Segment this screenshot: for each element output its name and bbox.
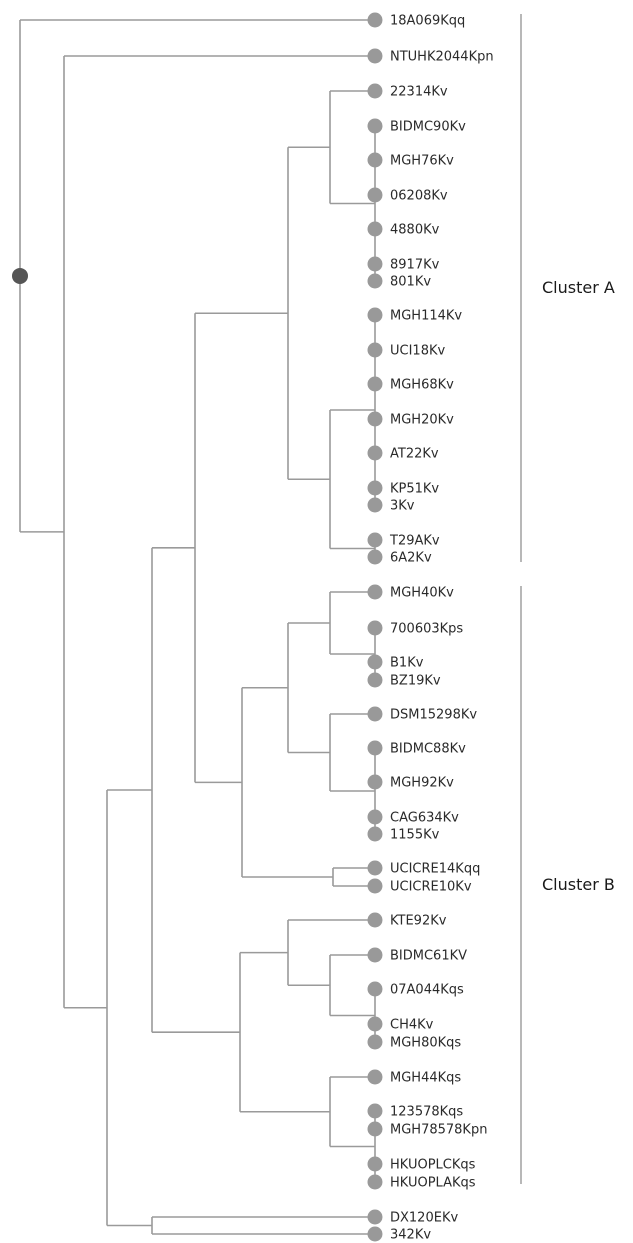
leaf-node-marker [368, 498, 383, 513]
leaf-node-marker [368, 84, 383, 99]
leaf-node-marker [368, 119, 383, 134]
leaf-label: UCICRE14Kqq [390, 861, 481, 877]
leaf-node-marker [368, 343, 383, 358]
leaf-node-marker [368, 1157, 383, 1172]
leaf-label: CH4Kv [390, 1017, 434, 1033]
leaf-label: 700603Kps [390, 621, 464, 637]
leaf-label: MGH20Kv [390, 412, 454, 428]
leaf-node-marker [368, 827, 383, 842]
leaf-node-marker [368, 673, 383, 688]
leaf-node-marker [368, 741, 383, 756]
leaf-label: CAG634Kv [390, 810, 459, 826]
leaf-label: HKUOPLCKqs [390, 1157, 476, 1173]
leaf-node-marker [368, 1017, 383, 1032]
leaf-node-marker [368, 879, 383, 894]
leaf-node-marker [368, 257, 383, 272]
leaf-node-marker [368, 655, 383, 670]
leaf-label: 06208Kv [390, 188, 448, 204]
leaf-node-marker [368, 1210, 383, 1225]
leaf-node-marker [368, 1070, 383, 1085]
leaf-node-marker [368, 533, 383, 548]
leaf-label: BIDMC61KV [390, 948, 468, 964]
leaf-label: MGH80Kqs [390, 1035, 462, 1051]
cluster-a-label: Cluster A [542, 278, 615, 297]
leaf-node-marker [368, 412, 383, 427]
cluster-annotations [521, 14, 615, 1184]
tree-leaves [368, 13, 494, 1243]
leaf-node-marker [368, 377, 383, 392]
leaf-node-marker [368, 707, 383, 722]
leaf-label: 22314Kv [390, 84, 448, 100]
leaf-node-marker [368, 621, 383, 636]
leaf-label: KP51Kv [390, 481, 440, 497]
leaf-label: 6A2Kv [390, 550, 432, 566]
leaf-label: DX120EKv [390, 1210, 459, 1226]
leaf-node-marker [368, 1227, 383, 1242]
cluster-b-label: Cluster B [542, 875, 615, 894]
leaf-label: MGH68Kv [390, 377, 454, 393]
leaf-label: MGH92Kv [390, 775, 454, 791]
leaf-node-marker [368, 550, 383, 565]
leaf-label: 18A069Kqq [390, 13, 466, 29]
leaf-label: NTUHK2044Kpn [390, 49, 494, 65]
leaf-label: 07A044Kqs [390, 982, 464, 998]
leaf-node-marker [368, 481, 383, 496]
leaf-label: B1Kv [390, 655, 424, 671]
leaf-label: KTE92Kv [390, 913, 447, 929]
leaf-label: MGH78578Kpn [390, 1122, 488, 1138]
leaf-label: BZ19Kv [390, 673, 441, 689]
leaf-label: AT22Kv [390, 446, 439, 462]
tree-branches [12, 20, 375, 1234]
leaf-node-marker [368, 308, 383, 323]
leaf-node-marker [368, 948, 383, 963]
leaf-node-marker [368, 222, 383, 237]
leaf-label: DSM15298Kv [390, 707, 478, 723]
leaf-node-marker [368, 861, 383, 876]
leaf-label: MGH44Kqs [390, 1070, 462, 1086]
leaf-node-marker [368, 1122, 383, 1137]
root-node-marker [12, 268, 28, 284]
leaf-node-marker [368, 1175, 383, 1190]
leaf-label: HKUOPLAKqs [390, 1175, 476, 1191]
leaf-label: BIDMC90Kv [390, 119, 466, 135]
leaf-label: 342Kv [390, 1227, 432, 1243]
leaf-label: MGH40Kv [390, 585, 454, 601]
leaf-label: MGH76Kv [390, 153, 454, 169]
leaf-node-marker [368, 585, 383, 600]
leaf-node-marker [368, 153, 383, 168]
leaf-node-marker [368, 13, 383, 28]
leaf-label: UCICRE10Kv [390, 879, 472, 895]
leaf-node-marker [368, 188, 383, 203]
leaf-label: 1155Kv [390, 827, 440, 843]
leaf-node-marker [368, 913, 383, 928]
leaf-label: 801Kv [390, 274, 432, 290]
leaf-node-marker [368, 446, 383, 461]
leaf-node-marker [368, 775, 383, 790]
leaf-label: MGH114Kv [390, 308, 463, 324]
leaf-node-marker [368, 810, 383, 825]
leaf-node-marker [368, 274, 383, 289]
leaf-label: UCI18Kv [390, 343, 446, 359]
leaf-node-marker [368, 982, 383, 997]
leaf-node-marker [368, 49, 383, 64]
leaf-node-marker [368, 1035, 383, 1050]
leaf-label: 3Kv [390, 498, 415, 514]
leaf-label: BIDMC88Kv [390, 741, 466, 757]
leaf-label: T29AKv [390, 533, 440, 549]
leaf-label: 4880Kv [390, 222, 440, 238]
leaf-label: 123578Kqs [390, 1104, 464, 1120]
leaf-node-marker [368, 1104, 383, 1119]
leaf-label: 8917Kv [390, 257, 440, 273]
